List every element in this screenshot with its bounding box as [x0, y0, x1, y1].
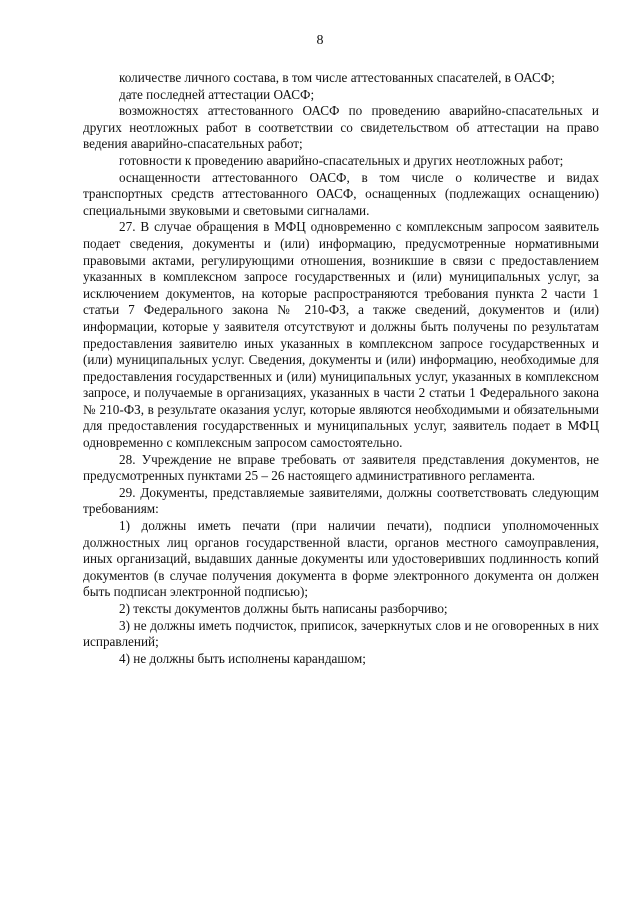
- paragraph-capabilities: возможностях аттестованного ОАСФ по проведению аварийно-спасательных и других неотложных работ в соответствии со свидетельством об аттестации на право ведения аварийно-спасательных работ;: [83, 103, 599, 152]
- paragraph-last-attestation: дате последней аттестации ОАСФ;: [119, 86, 315, 102]
- requirement-1: 1) должны иметь печати (при наличии печати), подписи уполномоченных должностных лиц органов государственной власти, органов местного самоуправления, иных организаций, выдавших данные документы или удостоверивших подлинность копий документов (в случае получения документа в форме электронного документа он должен быть подписан электронной подписью);: [83, 518, 599, 600]
- paragraph-readiness: готовности к проведению аварийно-спасательных и других неотложных работ;: [119, 152, 564, 168]
- requirement-4: 4) не должны быть исполнены карандашом;: [119, 650, 366, 666]
- paragraph-personnel: количестве личного состава, в том числе аттестованных спасателей, в ОАСФ;: [119, 70, 555, 85]
- requirement-2: 2) тексты документов должны быть написаны разборчиво;: [119, 601, 448, 616]
- document-body: [83, 70, 599, 667]
- paragraph-29: 29. Документы, представляемые заявителями, должны соответствовать следующим требованиям:: [83, 484, 599, 517]
- paragraph-27: 27. В случае обращения в МФЦ одновременно с комплексным запросом заявитель подает сведения, документы и (или) информацию, предусмотренные нормативными правовыми актами, регулирующими отношения, возникшие в связи с предоставлением указанных в комплексном запросе государственных и (или) муниципальных услуг, за исключением документов, на которые распространяются требования пункта 2 части 1 статьи 7 Федерального закона № 210-ФЗ, а также сведений, документов и (или) информации, которые у заявителя отсутствуют и должны быть получены по результатам предоставления заявителю иных указанных в комплексном запросе государственных и (или) муниципальных услуг. Сведения, документы и (или) информацию, необходимые для предоставления государственных и (или) муниципальных услуг, указанных в комплексном запросе, и получаемые в организациях, указанных в части 2 статьи 1 Федерального закона № 210-ФЗ, в результате оказания услуг, которые являются необходимыми и обязательными для предоставления государственных и муниципальных услуг, заявитель подает в МФЦ одновременно с комплексным запросом самостоятельно.: [83, 219, 599, 451]
- paragraph-28: 28. Учреждение не вправе требовать от заявителя представления документов, не предусмотренных пунктами 25 – 26 настоящего административного регламента.: [83, 451, 599, 484]
- requirement-3: 3) не должны иметь подчисток, приписок, зачеркнутых слов и не оговоренных в них исправлений;: [83, 617, 599, 650]
- page-number: 8: [316, 33, 324, 48]
- paragraph-equipment: оснащенности аттестованного ОАСФ, в том числе о количестве и видах транспортных средств аттестованного ОАСФ, оснащенных (подлежащих оснащению) специальными звуковыми и световыми сигналами.: [83, 169, 599, 218]
